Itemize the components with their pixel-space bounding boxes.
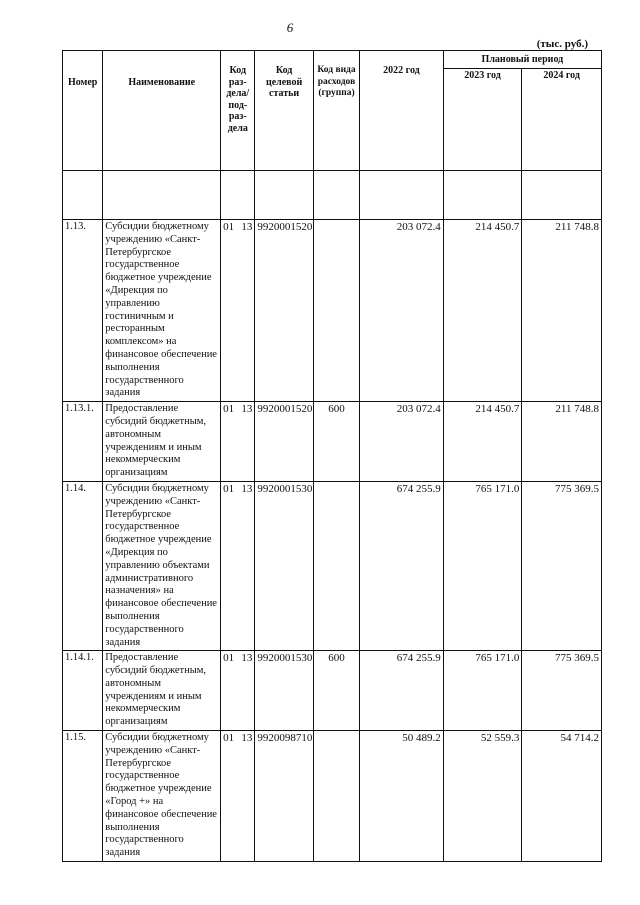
header-planned: Плановый период	[443, 51, 601, 69]
table-row	[63, 651, 602, 731]
row-vr: 600	[313, 402, 359, 482]
row-rz: 01	[223, 482, 235, 495]
header-number: Номер	[63, 51, 103, 171]
table-row	[63, 481, 602, 650]
row-number: 1.14.1.	[63, 651, 103, 731]
table-row	[63, 220, 602, 402]
row-prz: 13	[241, 652, 253, 665]
row-prz: 13	[241, 482, 253, 495]
row-number: 1.15.	[63, 731, 103, 862]
row-prz: 13	[241, 403, 253, 416]
row-prz: 13	[241, 221, 253, 233]
row-vr	[313, 481, 359, 650]
row-2024: 211 748.8	[522, 220, 602, 402]
row-csr: 9920098710	[255, 731, 313, 862]
row-csr: 9920001520	[255, 220, 313, 402]
row-number: 1.13.1.	[63, 402, 103, 482]
row-2023: 765 171.0	[443, 651, 522, 731]
row-2024: 54 714.2	[522, 731, 602, 862]
row-rz: 01	[223, 732, 235, 745]
header-2023: 2023 год	[443, 69, 522, 171]
row-vr	[313, 220, 359, 402]
row-2023: 765 171.0	[443, 481, 522, 650]
row-prz: 13	[241, 732, 253, 745]
row-vr: 600	[313, 651, 359, 731]
units-label: (тыс. руб.)	[536, 38, 588, 50]
row-csr: 9920001530	[255, 651, 313, 731]
row-2024: 775 369.5	[522, 481, 602, 650]
row-number: 1.14.	[63, 481, 103, 650]
row-number: 1.13.	[63, 220, 103, 402]
page-number: 6	[286, 20, 294, 35]
header-name: Наименование	[103, 51, 221, 171]
row-2023: 214 450.7	[443, 402, 522, 482]
row-2024: 775 369.5	[522, 651, 602, 731]
row-vr	[313, 731, 359, 862]
row-razdel	[221, 481, 255, 650]
row-2023: 214 450.7	[443, 220, 522, 402]
blank-row	[63, 171, 602, 220]
row-razdel	[221, 402, 255, 482]
row-2023: 52 559.3	[443, 731, 522, 862]
row-csr: 9920001530	[255, 481, 313, 650]
row-2022: 674 255.9	[360, 481, 444, 650]
row-2024: 211 748.8	[522, 402, 602, 482]
header-razdel: Код раз-дела/ под-раз-дела	[221, 51, 255, 171]
row-rz: 01	[223, 403, 235, 416]
row-name: Предоставление субсидий бюджетным, автономным учреждениям и иным некоммерческим организациям	[103, 402, 221, 482]
row-2022: 203 072.4	[360, 402, 444, 482]
header-2024: 2024 год	[522, 69, 602, 171]
row-2022: 674 255.9	[360, 651, 444, 731]
row-rz: 01	[223, 221, 235, 233]
row-name: Предоставление субсидий бюджетным, автономным учреждениям и иным некоммерческим организациям	[103, 651, 221, 731]
header-vr: Код вида расходов (группа)	[313, 51, 359, 171]
row-razdel	[221, 220, 255, 402]
table-row	[63, 731, 602, 862]
row-rz: 01	[223, 652, 235, 665]
row-name: Субсидии бюджетному учреждению «Санкт-Петербургское государственное бюджетное учреждение «Город +» на финансовое обеспечение выполнения государственного задания	[103, 731, 221, 862]
table-row	[63, 402, 602, 482]
row-name: Субсидии бюджетному учреждению «Санкт-Петербургское государственное бюджетное учреждение «Дирекция по управлению гостиничным и ресторанным комплексом» на финансовое обеспечение выполнения государственного задания	[103, 220, 221, 402]
row-razdel	[221, 731, 255, 862]
row-name: Субсидии бюджетному учреждению «Санкт-Петербургское государственное бюджетное учреждение «Дирекция по управлению объектами административного назначения» на финансовое обеспечение выполнения государственного задания	[103, 481, 221, 650]
row-2022: 50 489.2	[360, 731, 444, 862]
header-csr: Код целевой статьи	[255, 51, 313, 171]
budget-table	[62, 50, 602, 862]
header-2022: 2022 год	[360, 51, 444, 171]
row-csr: 9920001520	[255, 402, 313, 482]
row-razdel	[221, 651, 255, 731]
row-2022: 203 072.4	[360, 220, 444, 402]
